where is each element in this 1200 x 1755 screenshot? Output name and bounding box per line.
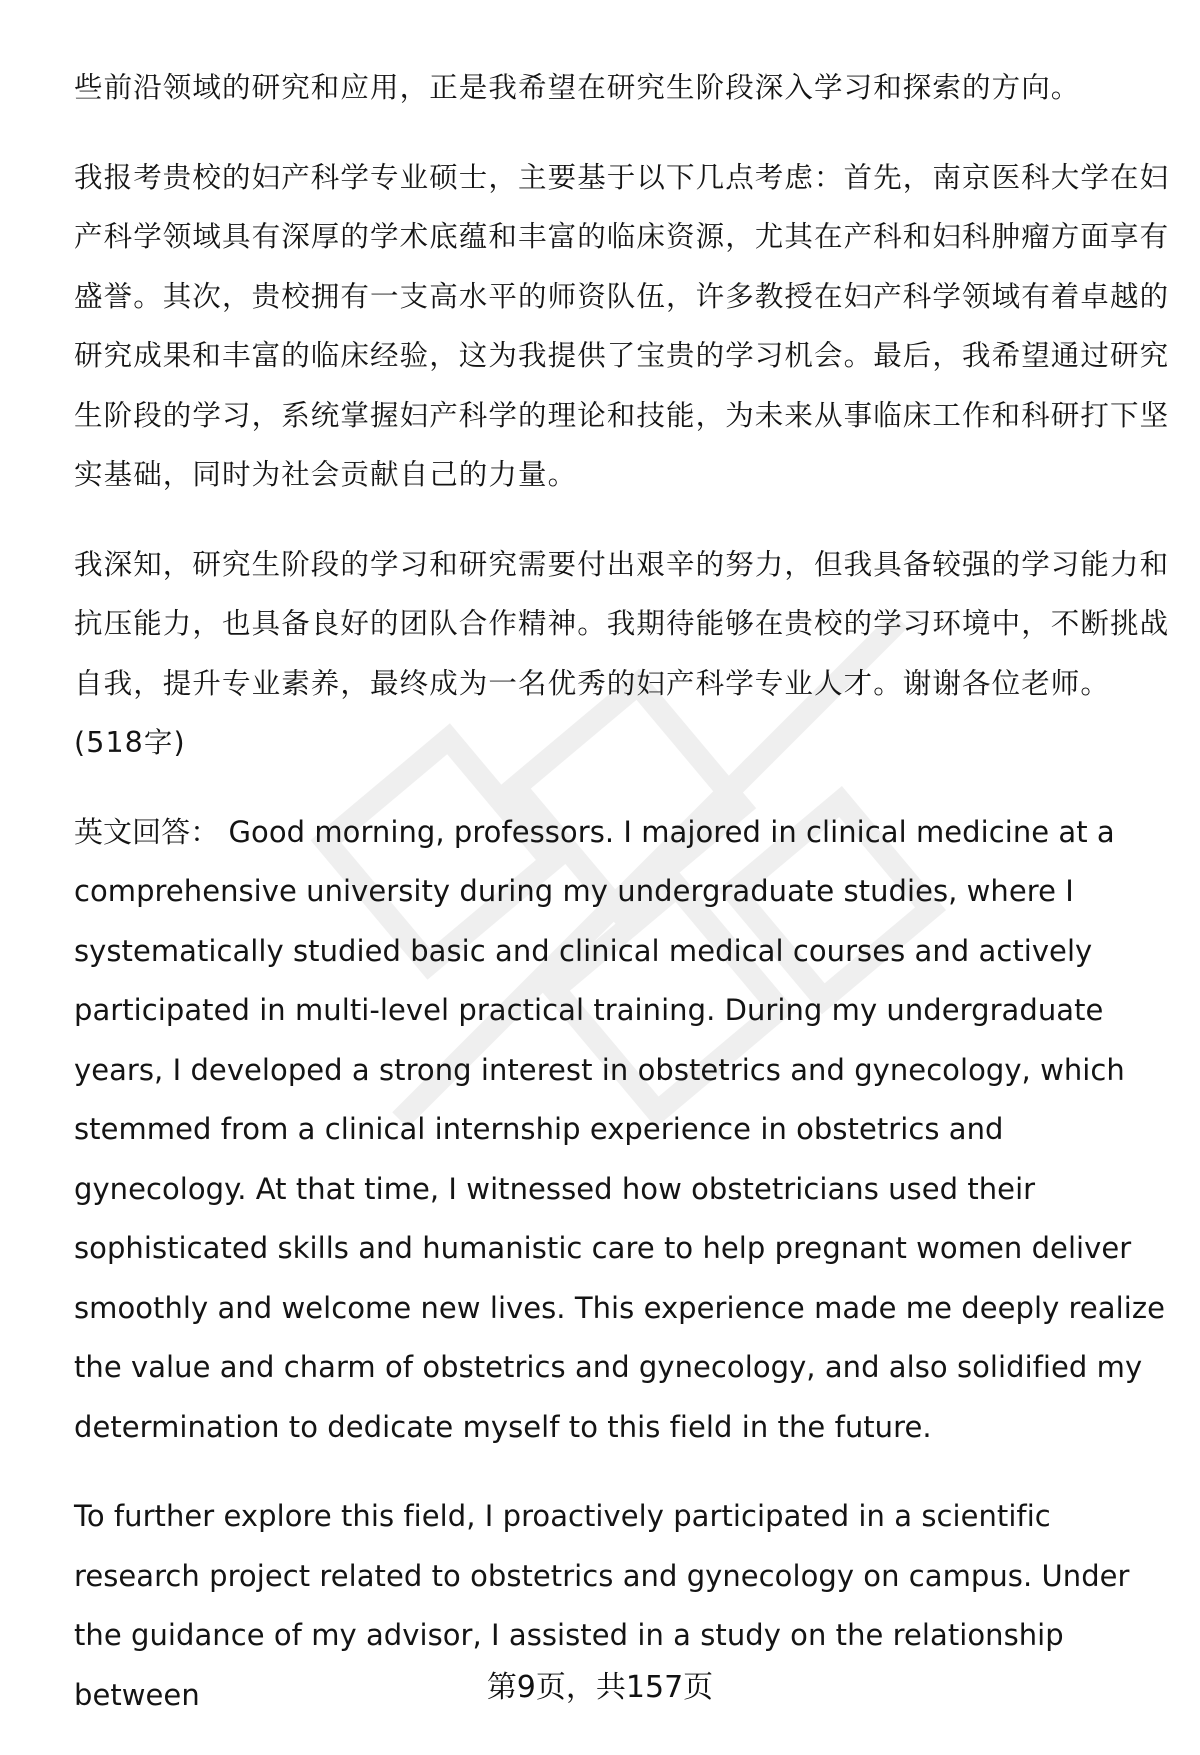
paragraph-2: 我报考贵校的妇产科学专业硕士，主要基于以下几点考虑：首先，南京医科大学在妇产科学领域具有深厚的学术底蕴和丰富的临床资源，尤其在产科和妇科肿瘤方面享有盛誉。其次，贵校拥有一支高水平的师资队伍，许多教授在妇产科学领域有着卓越的研究成果和丰富的临床经验，这为我提供了宝贵的学习机会。最后，我希望通过研究生阶段的学习，系统掌握妇产科学的理论和技能，为未来从事临床工作和科研打下坚实基础，同时为社会贡献自己的力量。 (74, 160, 1170, 491)
paragraph-5: To further explore this field, I proactively participated in a scientific research project related to obstetrics and gynecology on campus. Under the guidance of my advisor, I assisted in a study on the relationship between (74, 1499, 1130, 1712)
paragraph-4: 英文回答： Good morning, professors. I majored in clinical medicine at a comprehensive university during my undergraduate studies, where I systematically studied basic and clinical medical courses and actively participated in multi-level practical training. During my undergraduate years, I developed a strong interest in obstetrics and gynecology, which stemmed from a clinical internship experience in obstetrics and gynecology. At that time, I witnessed how obstetricians used their sophisticated skills and humanistic care to help pregnant women deliver smoothly and welcome new lives. This experience made me deeply realize the value and charm of obstetrics and gynecology, and also solidified my determination to dedicate myself to this field in the future. (74, 814, 1165, 1444)
paragraph-3: 我深知，研究生阶段的学习和研究需要付出艰辛的努力，但我具备较强的学习能力和抗压能力，也具备良好的团队合作精神。我期待能够在贵校的学习环境中，不断挑战自我，提升专业素养，最终成为一名优秀的妇产科学专业人才。谢谢各位老师。 (518字) (74, 547, 1170, 759)
paragraph-1: 些前沿领域的研究和应用，正是我希望在研究生阶段深入学习和探索的方向。 (74, 71, 1081, 104)
page-number-footer: 第9页，共157页 (486, 1670, 714, 1705)
document-body (74, 58, 1174, 1725)
